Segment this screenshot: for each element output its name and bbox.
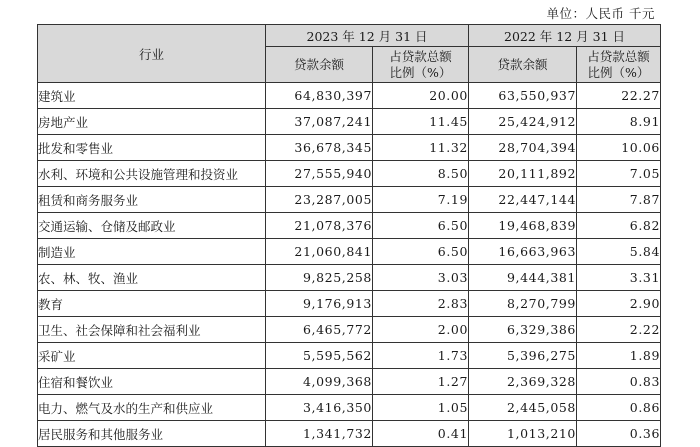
table-row <box>38 239 661 265</box>
pct-2023-cell: 3.03 <box>373 265 469 291</box>
unit-note: 单位：人民币 千元 <box>546 6 655 21</box>
loan-balance-2022-cell: 9,444,381 <box>469 265 577 291</box>
pct-2023-cell: 6.50 <box>373 213 469 239</box>
loan-balance-2023-cell: 27,555,940 <box>266 161 373 187</box>
loan-balance-2022-header: 贷款余额 <box>469 47 577 83</box>
loan-balance-2023-cell: 3,416,350 <box>266 395 373 421</box>
pct-2022-cell: 0.36 <box>577 421 661 447</box>
industry-cell: 房地产业 <box>38 109 266 135</box>
pct-2023-cell: 2.00 <box>373 317 469 343</box>
table-row <box>38 317 661 343</box>
pct-2022-cell: 1.89 <box>577 343 661 369</box>
industry-cell: 建筑业 <box>38 83 266 109</box>
loan-balance-2022-cell: 25,424,912 <box>469 109 577 135</box>
industry-cell: 水利、环境和公共设施管理和投资业 <box>38 161 266 187</box>
period-2022-header: 2022 年 12 月 31 日 <box>469 25 661 47</box>
loan-balance-2023-cell: 6,465,772 <box>266 317 373 343</box>
industry-cell: 教育 <box>38 291 266 317</box>
pct-2023-cell: 6.50 <box>373 239 469 265</box>
table-row <box>38 83 661 109</box>
industry-cell: 电力、燃气及水的生产和供应业 <box>38 395 266 421</box>
pct-2023-cell: 7.19 <box>373 187 469 213</box>
loan-balance-2023-cell: 9,176,913 <box>266 291 373 317</box>
pct-2023-header <box>373 47 469 83</box>
pct-2023-cell: 11.45 <box>373 109 469 135</box>
loan-balance-2022-cell: 22,447,144 <box>469 187 577 213</box>
pct-2023-cell: 0.41 <box>373 421 469 447</box>
loan-balance-2023-cell: 23,287,005 <box>266 187 373 213</box>
pct-2023-cell: 1.05 <box>373 395 469 421</box>
loan-balance-2023-cell: 21,060,841 <box>266 239 373 265</box>
pct-2022-cell: 7.05 <box>577 161 661 187</box>
industry-cell: 交通运输、仓储及邮政业 <box>38 213 266 239</box>
pct-header-line1: 占贷款总额 <box>389 48 452 64</box>
industry-cell: 采矿业 <box>38 343 266 369</box>
loan-balance-2022-cell: 6,329,386 <box>469 317 577 343</box>
industry-cell: 卫生、社会保障和社会福利业 <box>38 317 266 343</box>
pct-2023-cell: 1.73 <box>373 343 469 369</box>
pct-2023-cell: 1.27 <box>373 369 469 395</box>
table-row <box>38 213 661 239</box>
pct-2022-cell: 2.90 <box>577 291 661 317</box>
loan-balance-2022-cell: 2,445,058 <box>469 395 577 421</box>
pct-2023-cell: 20.00 <box>373 83 469 109</box>
header-row-periods <box>38 25 661 47</box>
period-2023-header: 2023 年 12 月 31 日 <box>266 25 469 47</box>
loan-balance-2022-cell: 20,111,892 <box>469 161 577 187</box>
industry-cell: 农、林、牧、渔业 <box>38 265 266 291</box>
pct-2022-cell: 10.06 <box>577 135 661 161</box>
loan-balance-2023-cell: 4,099,368 <box>266 369 373 395</box>
pct-2022-header <box>577 47 661 83</box>
loan-balance-2023-cell: 9,825,258 <box>266 265 373 291</box>
loan-balance-2023-cell: 36,678,345 <box>266 135 373 161</box>
pct-header-line1: 占贷款总额 <box>587 48 650 64</box>
loan-balance-2022-cell: 28,704,394 <box>469 135 577 161</box>
loan-balance-2022-cell: 8,270,799 <box>469 291 577 317</box>
pct-2022-cell: 5.84 <box>577 239 661 265</box>
loan-balance-2022-cell: 1,013,210 <box>469 421 577 447</box>
loan-industry-table <box>37 24 661 447</box>
table-row <box>38 161 661 187</box>
pct-2022-cell: 2.22 <box>577 317 661 343</box>
pct-2023-cell: 2.83 <box>373 291 469 317</box>
loan-balance-2023-cell: 37,087,241 <box>266 109 373 135</box>
pct-2023-cell: 8.50 <box>373 161 469 187</box>
loan-balance-2022-cell: 5,396,275 <box>469 343 577 369</box>
pct-2022-cell: 22.27 <box>577 83 661 109</box>
table-row <box>38 291 661 317</box>
loan-balance-2023-cell: 5,595,562 <box>266 343 373 369</box>
pct-2022-cell: 3.31 <box>577 265 661 291</box>
table-row <box>38 421 661 447</box>
table-row <box>38 187 661 213</box>
pct-2023-cell: 11.32 <box>373 135 469 161</box>
loan-balance-2022-cell: 2,369,328 <box>469 369 577 395</box>
loan-balance-2022-cell: 63,550,937 <box>469 83 577 109</box>
loan-balance-2022-cell: 19,468,839 <box>469 213 577 239</box>
pct-2022-cell: 7.87 <box>577 187 661 213</box>
table-body <box>38 83 661 447</box>
table-row <box>38 135 661 161</box>
loan-balance-2023-cell: 21,078,376 <box>266 213 373 239</box>
pct-header-line2: 比例（%） <box>389 64 452 80</box>
industry-cell: 制造业 <box>38 239 266 265</box>
industry-cell: 批发和零售业 <box>38 135 266 161</box>
industry-cell: 居民服务和其他服务业 <box>38 421 266 447</box>
pct-header-line2: 比例（%） <box>587 64 650 80</box>
industry-cell: 住宿和餐饮业 <box>38 369 266 395</box>
pct-2022-cell: 0.86 <box>577 395 661 421</box>
table-row <box>38 369 661 395</box>
table-row <box>38 109 661 135</box>
industry-header: 行业 <box>38 25 266 83</box>
table-row <box>38 395 661 421</box>
loan-balance-2023-header: 贷款余额 <box>266 47 373 83</box>
loan-balance-2022-cell: 16,663,963 <box>469 239 577 265</box>
pct-2022-cell: 6.82 <box>577 213 661 239</box>
pct-2022-cell: 0.83 <box>577 369 661 395</box>
loan-balance-2023-cell: 1,341,732 <box>266 421 373 447</box>
table-row <box>38 343 661 369</box>
table-row <box>38 265 661 291</box>
industry-cell: 租赁和商务服务业 <box>38 187 266 213</box>
pct-2022-cell: 8.91 <box>577 109 661 135</box>
loan-balance-2023-cell: 64,830,397 <box>266 83 373 109</box>
